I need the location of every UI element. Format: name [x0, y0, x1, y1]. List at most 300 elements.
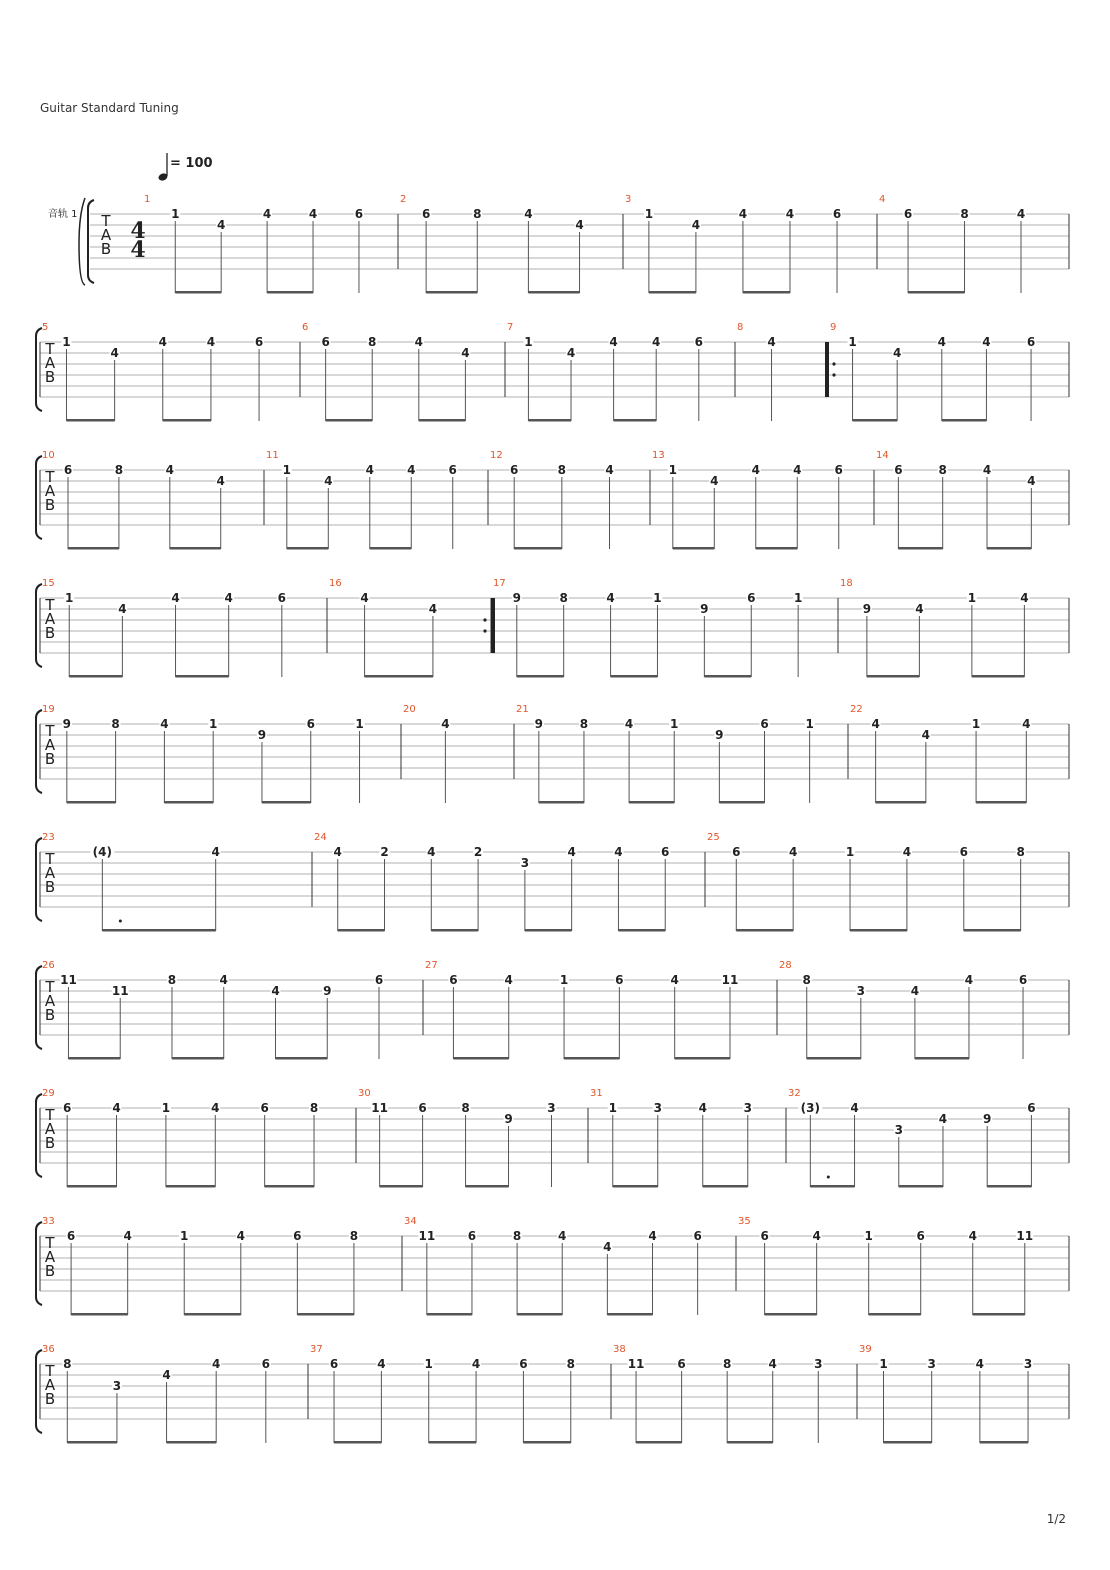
beam	[915, 1057, 969, 1060]
fret-number: 1	[355, 717, 364, 731]
fret-number: 4	[1027, 474, 1036, 488]
track-brace	[79, 198, 85, 285]
beam	[67, 1185, 116, 1188]
measure-number: 28	[779, 960, 792, 971]
measure-number: 13	[652, 450, 665, 461]
fret-number: 8	[473, 207, 482, 221]
fret-number: (3)	[800, 1101, 820, 1115]
beam	[972, 675, 1025, 678]
fret-number: 4	[566, 346, 576, 360]
fret-number: 4	[567, 845, 576, 859]
beam	[743, 291, 790, 294]
beam	[184, 1313, 241, 1316]
fret-number: 6	[894, 463, 903, 477]
beam	[66, 419, 114, 422]
fret-number: 8	[167, 973, 177, 987]
fret-number: 11	[1016, 1229, 1034, 1243]
beam	[618, 929, 665, 932]
fret-number: 6	[277, 591, 287, 605]
fret-number: 1	[848, 335, 857, 349]
beam	[102, 929, 215, 932]
fret-number: 4	[902, 845, 912, 859]
fret-number: 8	[579, 717, 589, 731]
beam	[380, 1185, 423, 1188]
beam	[807, 1057, 861, 1060]
beam	[453, 1057, 508, 1060]
beam	[370, 547, 411, 550]
tab-clef-letter: T	[45, 468, 55, 486]
beam	[287, 547, 328, 550]
fret-number: 4	[698, 1101, 707, 1115]
beam	[649, 291, 696, 294]
fret-number: 8	[1016, 845, 1025, 859]
fret-number: 6	[62, 1101, 72, 1115]
measure-number: 7	[507, 322, 514, 333]
fret-number: 4	[262, 207, 272, 221]
fret-number: 6	[694, 335, 703, 349]
beam	[850, 929, 907, 932]
page-number: 1/2	[1046, 1512, 1066, 1526]
system-bracket	[36, 584, 42, 667]
fret-number: 6	[321, 335, 330, 349]
fret-number: 4	[441, 717, 450, 731]
measure-number: 10	[42, 450, 55, 461]
tab-clef-letter: T	[45, 596, 55, 614]
fret-number: 6	[510, 463, 519, 477]
beam	[297, 1313, 354, 1316]
fret-number: 1	[967, 591, 977, 605]
measure-number: 21	[516, 704, 529, 715]
tab-clef-letter: B	[44, 1006, 56, 1024]
fret-number: 4	[211, 845, 220, 859]
beam	[736, 929, 793, 932]
fret-number: 8	[461, 1101, 470, 1115]
tab-clef-letter: T	[101, 212, 111, 230]
measure-number: 1	[144, 194, 151, 205]
fret-number: 8	[114, 463, 124, 477]
measure-number: 37	[310, 1344, 323, 1355]
augmentation-dot	[119, 920, 122, 923]
fret-number: 4	[504, 973, 513, 987]
fret-number: 9	[504, 1112, 513, 1126]
beam	[528, 291, 579, 294]
tab-clef-letter: B	[44, 1390, 56, 1408]
fret-number: 4	[271, 984, 280, 998]
tab-clef-letter: A	[44, 610, 56, 628]
fret-number: 1	[668, 463, 677, 477]
measure-number: 5	[42, 322, 49, 333]
fret-number: 9	[257, 728, 267, 742]
fret-number: 1	[608, 1101, 617, 1115]
beam	[172, 1057, 224, 1060]
measure-number: 24	[314, 832, 327, 843]
fret-number: 9	[512, 591, 521, 605]
fret-number: 8	[63, 1357, 72, 1371]
measure-number: 11	[266, 450, 279, 461]
fret-number: 4	[938, 1112, 948, 1126]
measure-number: 36	[42, 1344, 55, 1355]
beam	[876, 801, 926, 804]
measure-number: 20	[403, 704, 416, 715]
fret-number: 1	[180, 1229, 189, 1243]
fret-number: 6	[418, 1101, 427, 1115]
fret-number: 9	[700, 602, 709, 616]
tab-clef-letter: A	[100, 226, 112, 244]
fret-number: 6	[293, 1229, 302, 1243]
measure-number: 8	[737, 322, 744, 333]
beam	[539, 801, 584, 804]
fret-number: 6	[661, 845, 670, 859]
measure-number: 33	[42, 1216, 55, 1227]
measure-number: 32	[788, 1088, 801, 1099]
fret-number: 11	[721, 973, 739, 987]
tempo-value: = 100	[170, 156, 213, 171]
fret-number: 1	[424, 1357, 433, 1371]
fret-number: 11	[627, 1357, 645, 1371]
beam	[719, 801, 764, 804]
beam	[262, 801, 311, 804]
fret-number: 6	[467, 1229, 477, 1243]
tab-system	[36, 578, 1069, 678]
measure-number: 14	[876, 450, 889, 461]
beam	[68, 1057, 120, 1060]
beam	[69, 675, 122, 678]
tab-system	[36, 960, 1069, 1060]
beam	[163, 419, 211, 422]
beam	[68, 547, 119, 550]
fret-number: 4	[812, 1229, 821, 1243]
fret-number: 4	[118, 602, 127, 616]
fret-number: 4	[915, 602, 924, 616]
fret-number: 4	[910, 984, 920, 998]
fret-number: 4	[407, 463, 416, 477]
tab-clef-letter: T	[45, 850, 55, 868]
tab-clef-letter: T	[45, 1234, 55, 1252]
fret-number: 4	[308, 207, 318, 221]
augmentation-dot	[827, 1176, 830, 1179]
fret-number: 8	[559, 591, 568, 605]
fret-number: 4	[333, 845, 342, 859]
fret-number: 6	[374, 973, 384, 987]
tab-clef-letter: B	[44, 368, 56, 386]
fret-number: 4	[710, 474, 719, 488]
beam	[175, 291, 221, 294]
beam	[673, 547, 714, 550]
fret-number: 1	[971, 717, 981, 731]
fret-number: 3	[856, 984, 865, 998]
beam	[67, 801, 116, 804]
fret-number: 4	[165, 463, 174, 477]
fret-number: 4	[211, 1101, 220, 1115]
fret-number: 4	[964, 973, 974, 987]
tab-clef-letter: B	[44, 624, 56, 642]
fret-number: 6	[1026, 335, 1036, 349]
fret-number: 8	[938, 463, 947, 477]
fret-number: 4	[648, 1229, 657, 1243]
beam	[523, 1441, 570, 1444]
fret-number: 8	[368, 335, 377, 349]
beam	[614, 419, 657, 422]
fret-number: 8	[557, 463, 567, 477]
fret-number: 4	[788, 845, 798, 859]
fret-number: 6	[747, 591, 756, 605]
fret-number: 6	[959, 845, 968, 859]
tab-clef-letter: B	[44, 1262, 56, 1280]
tab-clef-letter: B	[44, 878, 56, 896]
fret-number: 4	[982, 335, 991, 349]
measure-number: 27	[425, 960, 438, 971]
beam	[334, 1441, 381, 1444]
measure-number: 17	[493, 578, 506, 589]
beam	[899, 1185, 943, 1188]
fret-number: 4	[892, 346, 902, 360]
fret-number: 3	[1023, 1357, 1033, 1371]
tab-system	[36, 450, 1069, 550]
fret-number: 4	[1016, 207, 1026, 221]
fret-number: 2	[380, 845, 389, 859]
tab-system	[36, 832, 1069, 932]
beam	[164, 801, 213, 804]
measure-number: 35	[738, 1216, 751, 1227]
fret-number: 4	[575, 218, 584, 232]
fret-number: 6	[677, 1357, 686, 1371]
fret-number: 4	[471, 1357, 481, 1371]
beam	[419, 419, 466, 422]
system-bracket	[36, 328, 42, 411]
fret-number: 1	[282, 463, 291, 477]
fret-number: 11	[371, 1101, 388, 1115]
measure-number: 18	[840, 578, 853, 589]
tab-clef-letter: A	[44, 992, 56, 1010]
tuning-label: Guitar Standard Tuning	[40, 101, 179, 115]
fret-number: 1	[644, 207, 654, 221]
measure-number: 23	[42, 832, 55, 843]
fret-number: 6	[1018, 973, 1028, 987]
fret-number: 4	[768, 1357, 777, 1371]
fret-number: 6	[519, 1357, 528, 1371]
fret-number: 1	[171, 207, 180, 221]
repeat-dot	[483, 629, 486, 632]
fret-number: 6	[732, 845, 741, 859]
fret-number: 6	[760, 1229, 769, 1243]
fret-number: 1	[879, 1357, 888, 1371]
fret-number: 1	[805, 717, 814, 731]
fret-number: 8	[309, 1101, 319, 1115]
beam	[517, 675, 564, 678]
fret-number: 6	[66, 1229, 76, 1243]
fret-number: 1	[161, 1101, 171, 1115]
beam	[884, 1441, 932, 1444]
fret-number: 4	[767, 335, 776, 349]
measure-number: 22	[850, 704, 863, 715]
fret-number: 4	[1022, 717, 1031, 731]
fret-number: 6	[329, 1357, 339, 1371]
beam	[703, 1185, 748, 1188]
fret-number: 4	[427, 845, 436, 859]
measure-number: 25	[707, 832, 720, 843]
beam	[973, 1313, 1025, 1316]
tab-clef-letter: T	[45, 978, 55, 996]
beam	[980, 1441, 1028, 1444]
fret-number: 4	[850, 1101, 859, 1115]
tab-clef-letter: T	[45, 722, 55, 740]
system-bracket	[36, 1350, 42, 1433]
fret-number: 9	[62, 717, 72, 731]
beam	[727, 1441, 773, 1444]
beam	[810, 1185, 854, 1188]
fret-number: 4	[112, 1101, 121, 1115]
fret-number: 4	[158, 335, 167, 349]
fret-number: 4	[217, 218, 226, 232]
fret-number: 4	[365, 463, 374, 477]
repeat-bar	[825, 342, 829, 397]
beam	[431, 929, 478, 932]
fret-number: 4	[324, 474, 333, 488]
fret-number: 3	[814, 1357, 823, 1371]
fret-number: 4	[206, 335, 216, 349]
fret-number: 4	[937, 335, 946, 349]
tab-system	[36, 1216, 1069, 1316]
track-name: 音轨 1	[48, 209, 78, 220]
fret-number: 6	[421, 207, 431, 221]
tab-clef-letter: T	[45, 1362, 55, 1380]
fret-number: 4	[691, 218, 701, 232]
fret-number: 1	[65, 591, 74, 605]
tab-clef-letter: B	[44, 496, 56, 514]
fret-number: 4	[609, 335, 618, 349]
fret-number: 3	[927, 1357, 936, 1371]
beam	[675, 1057, 730, 1060]
fret-number: 3	[547, 1101, 556, 1115]
fret-number: 4	[871, 717, 880, 731]
beam	[67, 1441, 117, 1444]
system-bracket	[36, 838, 42, 921]
beam	[853, 419, 898, 422]
beam	[528, 419, 571, 422]
tab-clef-letter: B	[44, 750, 56, 768]
fret-number: 4	[524, 207, 533, 221]
beam	[869, 1313, 921, 1316]
system-bracket	[36, 456, 42, 539]
beam	[704, 675, 751, 678]
tab-system	[36, 322, 1069, 422]
beam	[429, 1441, 476, 1444]
tab-clef-letter: A	[44, 1248, 56, 1266]
beam	[427, 1313, 472, 1316]
beam	[426, 291, 477, 294]
fret-number: 6	[832, 207, 842, 221]
fret-number: 1	[559, 973, 569, 987]
beam	[908, 291, 964, 294]
fret-number: 4	[738, 207, 748, 221]
beam	[987, 1185, 1031, 1188]
fret-number: 1	[62, 335, 71, 349]
beam	[267, 291, 313, 294]
system-bracket	[36, 710, 42, 793]
tab-clef-letter: T	[45, 1106, 55, 1124]
beam	[629, 801, 674, 804]
measure-number: 38	[613, 1344, 626, 1355]
tab-clef-letter: T	[45, 340, 55, 358]
measure-number: 15	[42, 578, 55, 589]
measure-number: 12	[490, 450, 503, 461]
fret-number: 4	[377, 1357, 386, 1371]
beam	[607, 1313, 652, 1316]
fret-number: 4	[212, 1357, 221, 1371]
fret-number: 6	[306, 717, 315, 731]
fret-number: 9	[983, 1112, 992, 1126]
fret-number: 6	[1027, 1101, 1036, 1115]
system-bracket	[88, 200, 94, 283]
measure-number: 39	[859, 1344, 872, 1355]
beam	[166, 1185, 215, 1188]
measure-number: 34	[404, 1216, 417, 1227]
measure-number: 31	[590, 1088, 603, 1099]
tab-clef-letter: A	[44, 864, 56, 882]
fret-number: 1	[209, 717, 218, 731]
beam	[167, 1441, 217, 1444]
beam	[338, 929, 385, 932]
beam	[525, 929, 572, 932]
fret-number: 4	[171, 591, 180, 605]
fret-number: 4	[793, 463, 802, 477]
fret-number: 4	[224, 591, 233, 605]
repeat-dot	[483, 618, 486, 621]
fret-number: 4	[428, 602, 438, 616]
tab-system	[36, 1344, 1069, 1444]
beam	[898, 547, 942, 550]
measure-number: 9	[830, 322, 837, 333]
beam	[987, 547, 1031, 550]
time-signature-digit: 4	[130, 218, 146, 244]
fret-number: 9	[862, 602, 872, 616]
fret-number: 6	[903, 207, 913, 221]
beam	[71, 1313, 128, 1316]
repeat-dot	[832, 362, 835, 365]
fret-number: 8	[960, 207, 969, 221]
beam	[466, 1185, 509, 1188]
tab-clef-letter: A	[44, 1376, 56, 1394]
tab-clef-letter: B	[100, 240, 112, 258]
fret-number: 8	[349, 1229, 359, 1243]
beam	[976, 801, 1026, 804]
fret-number: 1	[864, 1229, 873, 1243]
fret-number: 4	[605, 463, 614, 477]
beam	[326, 419, 373, 422]
beam	[611, 675, 658, 678]
system-bracket	[36, 1222, 42, 1305]
beam	[765, 1313, 817, 1316]
beam	[636, 1441, 682, 1444]
beam	[517, 1313, 562, 1316]
fret-number: 1	[670, 717, 679, 731]
fret-number: 2	[473, 845, 483, 859]
fret-number: 8	[802, 973, 811, 987]
measure-number: 4	[879, 194, 886, 205]
beam	[964, 929, 1021, 932]
measure-number: 29	[42, 1088, 55, 1099]
fret-number: 3	[743, 1101, 752, 1115]
fret-number: 3	[894, 1123, 903, 1137]
fret-number: 1	[845, 845, 855, 859]
fret-number: 6	[261, 1357, 270, 1371]
fret-number: 4	[461, 346, 470, 360]
fret-number: 4	[360, 591, 369, 605]
beam	[867, 675, 920, 678]
tab-clef-letter: B	[44, 1134, 56, 1152]
beam	[265, 1185, 314, 1188]
repeat-bar	[491, 598, 495, 653]
